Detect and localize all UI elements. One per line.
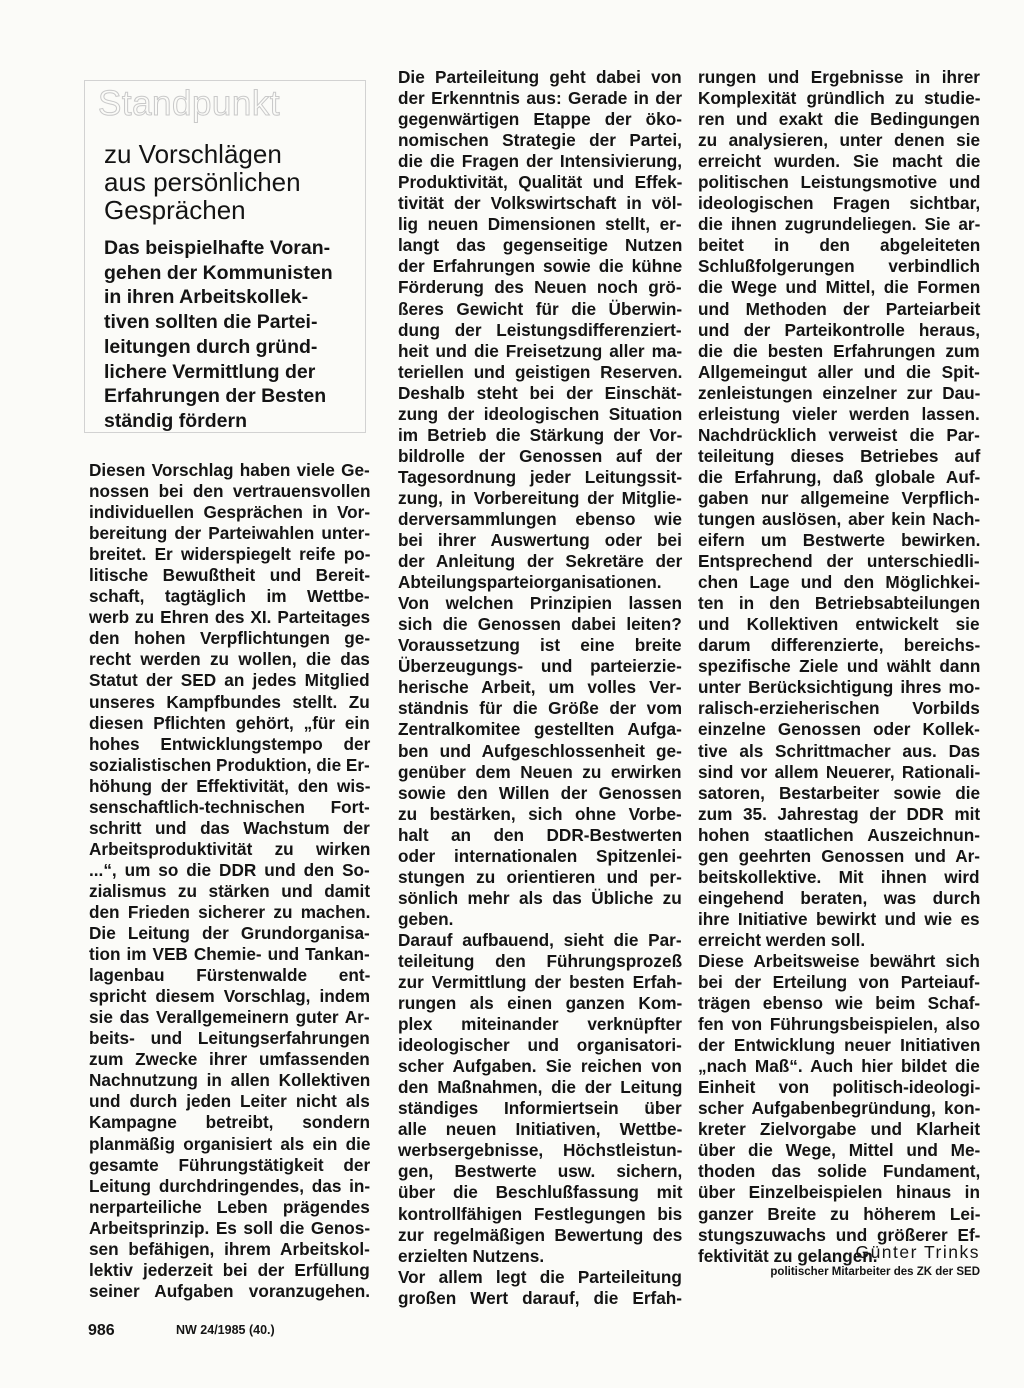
- page-number: 986: [88, 1322, 115, 1339]
- text-line: Nachnutzung in allen Kollektiven: [89, 1070, 371, 1091]
- text-line: scher Aufgabenbegründung, kon-: [698, 1098, 981, 1119]
- text-line: ihre Initiative bewirkt und wie es: [698, 908, 980, 929]
- text-line: spezifische Ziele und wählt dann: [698, 656, 981, 677]
- text-line: Voraussetzung ist eine breite: [398, 635, 682, 656]
- text-line: geben.: [398, 908, 454, 929]
- text-line: ideologischen Fragen sichtbar,: [698, 193, 981, 214]
- text-line: herische Arbeit, um volles Ver-: [398, 677, 682, 698]
- body-column-3: [698, 67, 980, 1267]
- title-line: Gesprächen: [104, 195, 246, 225]
- text-line: im Betrieb die Stärkung der Vor-: [398, 424, 683, 445]
- text-line: den Frieden sicherer zu machen.: [89, 901, 371, 922]
- text-line: der Anleitung der Sekretäre der: [398, 551, 683, 572]
- text-line: schaft, tagtäglich im Wettbe-: [89, 586, 370, 607]
- text-line: die ihnen zugrundeliegen. Sie ar-: [698, 214, 981, 235]
- text-line: Die Leitung der Grundorganisa-: [89, 923, 370, 944]
- text-line: ganzer Breite zu höherem Lei-: [698, 1203, 981, 1224]
- text-line: Entsprechend der unterschiedli-: [698, 551, 980, 572]
- text-line: ren und exakt die Bedingungen: [698, 109, 980, 130]
- text-line: Komplexität gründlich zu studie-: [698, 88, 981, 109]
- text-line: spricht diesem Vorschlag, indem: [89, 986, 371, 1007]
- text-line: eingehend beraten, was durch: [698, 887, 981, 908]
- text-line: über die Wege, Mittel und Me-: [698, 1140, 981, 1161]
- text-line: lig neuen Dimensionen stellt, er-: [398, 214, 682, 235]
- text-line: ...“, um so die DDR und den So-: [89, 859, 370, 880]
- text-line: zialismus zu stärken und damit: [89, 880, 371, 901]
- text-line: stungszuwachs und größerer Ef-: [698, 1224, 981, 1245]
- text-line: die die Fragen der Intensivierung,: [398, 151, 683, 172]
- text-line: teileitung den Führungsprozeß: [398, 950, 683, 971]
- issue-label: NW 24/1985 (40.): [176, 1323, 275, 1337]
- text-line: teriellen und geistigen Reserven.: [398, 361, 683, 382]
- text-line: Darauf aufbauend, sieht die Par-: [398, 929, 682, 950]
- text-line: der Erkenntnis aus: Gerade in der: [398, 88, 683, 109]
- text-line: beitet in den abgeleiteten: [698, 235, 981, 256]
- text-line: Überzeugungs- und parteierzie-: [398, 656, 682, 677]
- text-line: oder internationalen Spitzenlei-: [398, 845, 682, 866]
- text-line: ben und Aufgeschlossenheit ge-: [398, 740, 682, 761]
- text-line: Leitung durchdringendes, das in-: [89, 1175, 371, 1196]
- text-line: sind vor allem Neuerer, Rationali-: [698, 761, 981, 782]
- text-line: Schlußfolgerungen verbindlich: [698, 256, 981, 277]
- text-line: nossen bei den vertrauensvollen: [89, 481, 371, 502]
- text-line: halt an den DDR-Bestwerten: [398, 824, 683, 845]
- text-line: individuellen Gesprächen in Vor-: [89, 502, 371, 523]
- text-line: lektiv jederzeit bei der Erfüllung: [89, 1259, 370, 1280]
- text-line: zur Vermittlung der besten Erfah-: [398, 972, 683, 993]
- body-column-2: [398, 67, 682, 1309]
- text-line: Allgemeingut aller und die Spit-: [698, 361, 980, 382]
- text-line: fen von Führungsbeispielen, also: [698, 1014, 981, 1035]
- text-line: tivität der Volkswirtschaft in völ-: [398, 193, 683, 214]
- text-line: hohes Entwicklungstempo der: [89, 733, 371, 754]
- text-line: einzelne Genossen oder Kollek-: [698, 719, 980, 740]
- text-line: diesen Pflichten gehört, „für ein: [89, 712, 370, 733]
- text-line: senschaftlich-technischen Fort-: [89, 796, 370, 817]
- text-line: lagenbau Fürstenwalde ent-: [89, 965, 371, 986]
- text-line: ralisch-erzieherischen Vorbilds: [698, 698, 980, 719]
- text-line: Arbeitsprinzip. Es soll die Genos-: [89, 1217, 371, 1238]
- text-line: den hohen Verpflichtungen ge-: [89, 628, 371, 649]
- text-line: erreicht werden soll.: [698, 929, 866, 950]
- text-line: kreter Zielvorgabe und Klarheit: [698, 1119, 981, 1140]
- text-line: Förderung des Neuen noch grö-: [398, 277, 682, 298]
- text-line: großen Wert darauf, die Erfah-: [398, 1287, 683, 1308]
- text-line: satoren, Bestarbeiter sowie die: [698, 782, 981, 803]
- text-line: sich die Genossen dabei leiten?: [398, 614, 682, 635]
- text-line: Diesen Vorschlag haben viele Ge-: [89, 460, 370, 480]
- text-line: rungen als einen ganzen Kom-: [398, 993, 683, 1014]
- text-line: Nachdrücklich verweist die Par-: [698, 424, 980, 445]
- text-line: darum differenzierte, bereichs-: [698, 635, 981, 656]
- article-title: [104, 140, 354, 224]
- text-line: schritt und das Wachstum der: [89, 817, 370, 838]
- text-line: ständnis für die Größe der vom: [398, 698, 682, 719]
- text-line: ideologischer und organisatori-: [398, 1035, 682, 1056]
- text-line: sie das Verallgemeinern guter Ar-: [89, 1007, 370, 1028]
- text-line: Die Parteileitung geht dabei von: [398, 67, 682, 87]
- text-line: zum 35. Jahrestag der DDR mit: [698, 803, 981, 824]
- text-line: politischen Leistungsmotive und: [698, 172, 981, 193]
- text-line: Einheit von politisch-ideologi-: [698, 1077, 981, 1098]
- text-line: den Maßnahmen, die der Leitung: [398, 1077, 683, 1098]
- text-line: thoden das solide Fundament,: [698, 1161, 981, 1182]
- lead-line: Das beispielhafte Voran-: [104, 237, 331, 259]
- text-line: scher Aufgaben. Sie reichen von: [398, 1056, 682, 1077]
- text-line: unseres Kampfbundes stellt. Zu: [89, 691, 370, 712]
- text-line: gegenwärtigen Etappe der öko-: [398, 109, 682, 130]
- text-line: der Entwicklung neuer Initiativen: [698, 1035, 981, 1056]
- text-line: beits- und Leitungserfahrungen: [89, 1028, 370, 1049]
- text-line: die die besten Erfahrungen zum: [698, 340, 980, 361]
- text-line: über die Beschlußfassung mit: [398, 1182, 683, 1203]
- text-line: alle neuen Initiativen, Wettbe-: [398, 1119, 683, 1140]
- text-line: bereitung der Parteiwahlen unter-: [89, 523, 371, 544]
- text-line: fektivität zu gelangen.: [698, 1245, 878, 1266]
- text-line: beitskollektive. Mit ihnen wird: [698, 866, 980, 887]
- text-line: die Erfahrung, daß globale Auf-: [698, 466, 981, 487]
- text-line: planmäßig organisiert als ein die: [89, 1133, 371, 1154]
- text-line: nerparteiliche Leben prägendes: [89, 1196, 370, 1217]
- text-line: Kampagne betreibt, sondern: [89, 1112, 371, 1133]
- text-line: und durch jeden Leiter nicht als: [89, 1091, 370, 1112]
- text-line: tungen auslösen, aber kein Nach-: [698, 508, 981, 529]
- text-line: heit und die Freisetzung aller ma-: [398, 340, 683, 361]
- text-line: Vor allem legt die Parteileitung: [398, 1266, 682, 1287]
- text-line: gaben nur allgemeine Verpflich-: [698, 487, 980, 508]
- text-line: zur regelmäßigen Bewertung des: [398, 1224, 683, 1245]
- text-line: die Wege und Mittel, die Formen: [698, 277, 981, 298]
- text-line: zu bestärken, sich ohne Vorbe-: [398, 803, 682, 824]
- text-line: sozialistischen Produktion, die Er-: [89, 754, 370, 775]
- author-name: Günter Trinks: [855, 1242, 980, 1262]
- lead-line: Erfahrungen der Besten: [104, 385, 327, 408]
- text-line: ständiges Informiertsein über: [398, 1098, 682, 1119]
- text-line: zenleistungen einzelner zur Dau-: [698, 382, 981, 403]
- text-line: Diese Arbeitsweise bewährt sich: [698, 950, 980, 971]
- text-line: nomischen Strategie der Partei,: [398, 130, 682, 151]
- lead-line: gehen der Kommunisten: [104, 261, 333, 284]
- text-line: erreicht wurden. Sie macht die: [698, 151, 981, 172]
- text-line: erleistung vieler werden lassen.: [698, 403, 980, 424]
- text-line: plex miteinander verknüpfter: [398, 1014, 682, 1035]
- text-line: kontrollfähigen Festlegungen bis: [398, 1203, 683, 1224]
- text-line: unter Berücksichtigung ihres mo-: [698, 677, 981, 698]
- text-line: teileitung dieses Betriebes auf: [698, 445, 981, 466]
- text-line: werb zu Ehren des XI. Parteitages: [89, 607, 371, 628]
- text-line: und Methoden der Parteiarbeit: [698, 298, 981, 319]
- text-line: sen befähigen, ihrem Arbeitskol-: [89, 1238, 370, 1259]
- text-line: gen geehrten Genossen und Ar-: [698, 845, 981, 866]
- text-line: bei der Erteilung von Parteiauf-: [698, 972, 980, 993]
- lead-line: in ihren Arbeitskollek-: [104, 286, 309, 309]
- text-line: Tagesordnung jeder Leitungssit-: [398, 466, 683, 487]
- author-role: politischer Mitarbeiter des ZK der SED: [770, 1266, 980, 1278]
- text-line: bildrolle der Genossen auf der: [398, 445, 683, 466]
- text-line: werbsergebnisse, Höchstleistun-: [398, 1140, 683, 1161]
- text-line: zung, in Vorbereitung der Mitglie-: [398, 487, 682, 508]
- title-line: aus persönlichen: [104, 167, 301, 197]
- text-line: trägen ebenso wie beim Schaf-: [698, 993, 981, 1014]
- text-line: derversammlungen ebenso wie: [398, 508, 682, 529]
- text-line: und Kollektiven entwickelt sie: [698, 614, 980, 635]
- kicker: Standpunkt: [98, 84, 281, 123]
- text-line: tive als Schrittmacher aus. Das: [698, 740, 981, 761]
- text-line: zung der ideologischen Situation: [398, 403, 683, 424]
- text-line: sowie den Willen der Genossen: [398, 782, 682, 803]
- text-line: dung der Leistungsdifferenziert-: [398, 319, 682, 340]
- text-line: Abteilungsparteiorganisationen.: [398, 572, 662, 593]
- text-line: stungen zu orientieren und per-: [398, 866, 682, 887]
- text-line: erzielten Nutzens.: [398, 1245, 545, 1266]
- text-line: recht werden zu wollen, die das: [89, 649, 370, 670]
- text-line: über Einzelbeispielen hinaus in: [698, 1182, 980, 1203]
- text-line: seiner Aufgaben voranzugehen.: [89, 1280, 371, 1301]
- text-line: gesamte Führungstätigkeit der: [89, 1154, 371, 1175]
- text-line: langt das gegenseitige Nutzen: [398, 235, 683, 256]
- text-line: tion im VEB Chemie- und Tankan-: [89, 944, 370, 965]
- lead-line: tiven sollten die Partei-: [104, 311, 318, 334]
- text-line: zu analysieren, unter denen sie: [698, 130, 981, 151]
- text-line: Von welchen Prinzipien lassen: [398, 593, 682, 614]
- text-line: breitet. Er widerspiegelt reife po-: [89, 544, 371, 565]
- text-line: sönlich mehr als das Übliche zu: [398, 887, 682, 908]
- text-line: Deshalb steht bei der Einschät-: [398, 382, 682, 403]
- text-line: ten in den Betriebsabteilungen: [698, 593, 981, 614]
- text-line: Produktivität, Qualität und Effek-: [398, 172, 683, 193]
- text-line: zum Zwecke ihrer umfassenden: [89, 1049, 370, 1070]
- text-line: Arbeitsproduktivität zu wirken: [89, 838, 371, 859]
- text-line: und der Parteikontrolle heraus,: [698, 319, 981, 340]
- text-line: höhung der Effektivität, den wis-: [89, 775, 371, 796]
- text-line: bei ihrer Auswertung oder bei: [398, 530, 682, 551]
- text-line: ßeres Gewicht für die Überwin-: [398, 298, 683, 319]
- lead-line: leitungen durch gründ-: [104, 335, 318, 358]
- title-line: zu Vorschlägen: [104, 139, 282, 169]
- lead-text: [104, 236, 366, 434]
- text-line: chen Lage und den Möglichkei-: [698, 572, 980, 593]
- body-column-1: [89, 460, 370, 1302]
- text-line: der Erfahrungen sowie die kühne: [398, 256, 683, 277]
- text-line: rungen und Ergebnisse in ihrer: [698, 67, 980, 87]
- lead-line: lichere Vermittlung der: [104, 360, 316, 383]
- text-line: „nach Maß“. Auch hier bildet die: [698, 1056, 980, 1077]
- text-line: gen, Bestwerte usw. sichern,: [398, 1161, 683, 1182]
- lead-line: ständig fördern: [104, 409, 248, 432]
- text-line: genüber dem Neuen zu erwirken: [398, 761, 682, 782]
- text-line: Zentralkomitee gestellten Aufga-: [398, 719, 682, 740]
- text-line: eifern um Bestwerte bewirken.: [698, 530, 981, 551]
- text-line: litische Bewußtheit und Bereit-: [89, 565, 371, 586]
- text-line: Statut der SED an jedes Mitglied: [89, 670, 370, 691]
- text-line: hohen staatlichen Auszeichnun-: [698, 824, 980, 845]
